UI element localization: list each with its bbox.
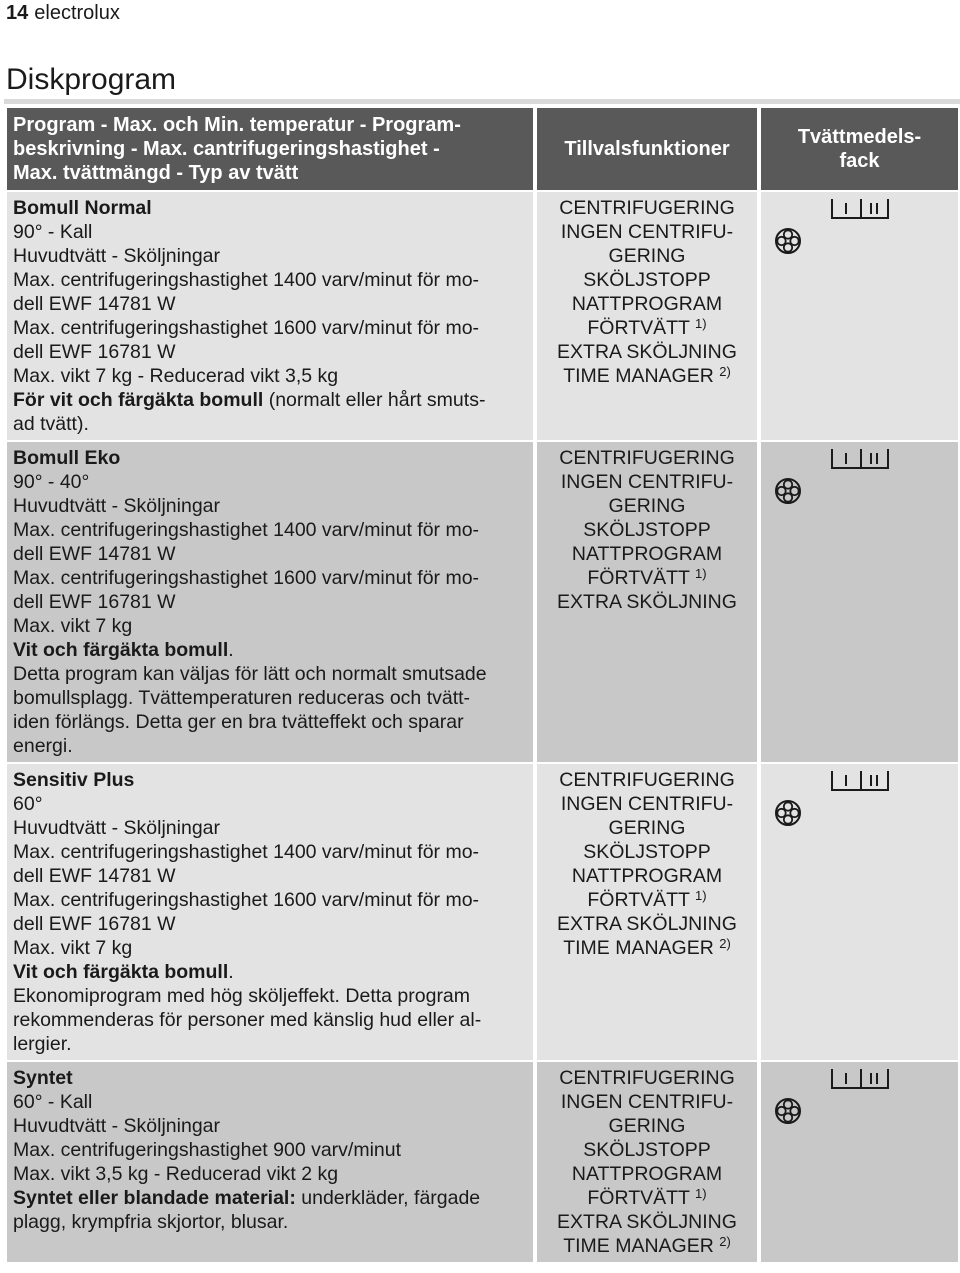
- option-item: EXTRA SKÖLJNING: [557, 1211, 737, 1233]
- footnote-marker: 1): [695, 316, 707, 331]
- option-item: FÖRTVÄTT $^{1)}$: [587, 1186, 707, 1209]
- compartment-i-ii-icon: [828, 196, 892, 222]
- program-detail-line: Max. centrifugeringshastighet 1400 varv/minut för mo-: [13, 269, 480, 291]
- program-note-line: lergier.: [13, 1033, 72, 1055]
- program-note-line: Ekonomiprogram med hög sköljeffekt. Detta program: [13, 985, 471, 1007]
- program-detail-line: Huvudtvätt - Sköljningar: [13, 817, 221, 839]
- program-detail-line: 60° - Kall: [13, 1091, 93, 1113]
- option-item: CENTRIFUGERING: [559, 769, 735, 791]
- program-name: Sensitiv Plus: [13, 769, 135, 791]
- program-detail-line: 90° - Kall: [13, 221, 93, 243]
- fabric-type: Vit och färgäkta bomull: [13, 961, 229, 983]
- program-detail-line: Max. centrifugeringshastighet 1600 varv/minut för mo-: [13, 317, 480, 339]
- option-item: EXTRA SKÖLJNING: [557, 913, 737, 935]
- option-item: FÖRTVÄTT $^{1)}$: [587, 888, 707, 911]
- option-item: SKÖLJSTOPP: [583, 519, 711, 541]
- option-item: NATTPROGRAM: [571, 293, 723, 315]
- title-rule: [4, 99, 960, 104]
- footnote-marker: 1): [695, 1186, 707, 1201]
- detergent-compartment-icons: [761, 190, 958, 440]
- program-detail-line: Max. vikt 7 kg: [13, 937, 133, 959]
- option-item: TIME MANAGER $^{2)}$: [563, 936, 731, 959]
- program-detail-line: Huvudtvätt - Sköljningar: [13, 495, 221, 517]
- program-note-line: iden förlängs. Detta ger en bra tvätteffekt och sparar: [13, 711, 464, 733]
- detergent-compartment-icons: [761, 1060, 958, 1262]
- fabric-type-line: [13, 1186, 527, 1210]
- option-item: GERING: [608, 495, 686, 517]
- option-item: SKÖLJSTOPP: [583, 841, 711, 863]
- option-item: FÖRTVÄTT $^{1)}$: [587, 316, 707, 339]
- section-title: Diskprogram: [6, 63, 177, 96]
- compartment-i-ii-icon: [828, 446, 892, 472]
- option-item: INGEN CENTRIFU-: [560, 793, 734, 815]
- header-detergent-compartment: Tvättmedels- fack: [761, 108, 958, 190]
- option-item: EXTRA SKÖLJNING: [557, 591, 737, 613]
- program-name: Bomull Normal: [13, 197, 152, 219]
- fabric-type-line: [13, 388, 527, 412]
- footnote-marker: 2): [719, 936, 731, 951]
- option-item: INGEN CENTRIFU-: [560, 471, 734, 493]
- program-description: [7, 762, 533, 1060]
- program-detail-line: Max. centrifugeringshastighet 1600 varv/minut för mo-: [13, 889, 480, 911]
- fabric-type: Vit och färgäkta bomull: [13, 639, 229, 661]
- option-item: CENTRIFUGERING: [559, 197, 735, 219]
- fabric-type-note: .: [228, 639, 234, 661]
- program-detail-line: Max. centrifugeringshastighet 1400 varv/minut för mo-: [13, 841, 480, 863]
- program-description: [7, 190, 533, 440]
- program-note-line: energi.: [13, 735, 73, 757]
- program-name: Bomull Eko: [13, 447, 121, 469]
- fabric-type-line: [13, 638, 527, 662]
- page-header: [6, 0, 120, 26]
- fabric-type-note: underkläder, färgade: [295, 1187, 481, 1209]
- option-item: GERING: [608, 1115, 686, 1137]
- footnote-marker: 2): [719, 364, 731, 379]
- footnote-marker: 2): [719, 1234, 731, 1249]
- program-options: [537, 1060, 757, 1262]
- table-row: [7, 190, 958, 440]
- program-detail-line: Max. vikt 7 kg: [13, 615, 133, 637]
- fabric-softener-flower-icon: [773, 226, 803, 256]
- fabric-type-note: .: [228, 961, 234, 983]
- program-detail-line: 90° - 40°: [13, 471, 90, 493]
- option-item: TIME MANAGER $^{2)}$: [563, 1234, 731, 1257]
- detergent-compartment-icons: [761, 762, 958, 1060]
- program-detail-line: Max. vikt 7 kg - Reducerad vikt 3,5 kg: [13, 365, 339, 387]
- program-detail-line: Max. centrifugeringshastighet 1400 varv/minut för mo-: [13, 519, 480, 541]
- program-detail-line: dell EWF 14781 W: [13, 543, 176, 565]
- program-detail-line: 60°: [13, 793, 43, 815]
- detergent-compartment-icons: [761, 440, 958, 762]
- program-note-line: ad tvätt).: [13, 413, 89, 435]
- option-item: NATTPROGRAM: [571, 865, 723, 887]
- program-options: [537, 190, 757, 440]
- compartment-i-ii-icon: [828, 768, 892, 794]
- page-number: 14: [6, 2, 29, 24]
- header-options: Tillvalsfunktioner: [537, 108, 757, 190]
- option-item: EXTRA SKÖLJNING: [557, 341, 737, 363]
- option-item: INGEN CENTRIFU-: [560, 1091, 734, 1113]
- program-note-line: rekommenderas för personer med känslig hud eller al-: [13, 1009, 482, 1031]
- compartment-i-ii-icon: [828, 1066, 892, 1092]
- program-detail-line: Huvudtvätt - Sköljningar: [13, 245, 221, 267]
- program-detail-line: dell EWF 16781 W: [13, 591, 176, 613]
- program-detail-line: dell EWF 14781 W: [13, 865, 176, 887]
- fabric-type-note: (normalt eller hårt smuts-: [263, 389, 486, 411]
- program-detail-line: Max. vikt 3,5 kg - Reducerad vikt 2 kg: [13, 1163, 339, 1185]
- program-detail-line: Huvudtvätt - Sköljningar: [13, 1115, 221, 1137]
- footnote-marker: 1): [695, 888, 707, 903]
- fabric-type: För vit och färgäkta bomull: [13, 389, 264, 411]
- fabric-softener-flower-icon: [773, 1096, 803, 1126]
- option-item: NATTPROGRAM: [571, 543, 723, 565]
- option-item: SKÖLJSTOPP: [583, 269, 711, 291]
- program-description: [7, 440, 533, 762]
- program-options: [537, 762, 757, 1060]
- option-item: SKÖLJSTOPP: [583, 1139, 711, 1161]
- option-item: TIME MANAGER $^{2)}$: [563, 364, 731, 387]
- program-description: [7, 1060, 533, 1262]
- option-item: CENTRIFUGERING: [559, 1067, 735, 1089]
- table-row: [7, 1060, 958, 1262]
- fabric-type-line: [13, 960, 527, 984]
- program-options: [537, 440, 757, 762]
- option-item: INGEN CENTRIFU-: [560, 221, 734, 243]
- fabric-softener-flower-icon: [773, 476, 803, 506]
- program-name: Syntet: [13, 1067, 73, 1089]
- program-note-line: Detta program kan väljas för lätt och normalt smutsade: [13, 663, 487, 685]
- program-table: [3, 108, 960, 1262]
- option-item: FÖRTVÄTT $^{1)}$: [587, 566, 707, 589]
- program-detail-line: dell EWF 14781 W: [13, 293, 176, 315]
- header-program-description: Program - Max. och Min. temperatur - Program- beskrivning - Max. cantrifugeringshastighet - Max. tvättmängd - Typ av tvätt: [7, 108, 533, 190]
- program-detail-line: Max. centrifugeringshastighet 1600 varv/minut för mo-: [13, 567, 480, 589]
- footnote-marker: 1): [695, 566, 707, 581]
- table-row: [7, 762, 958, 1060]
- program-note-line: bomullsplagg. Tvättemperaturen reduceras och tvätt-: [13, 687, 471, 709]
- brand-name: electrolux: [34, 2, 120, 24]
- fabric-type: Syntet eller blandade material:: [13, 1187, 296, 1209]
- table-header-row: [7, 108, 958, 190]
- option-item: GERING: [608, 245, 686, 267]
- option-item: CENTRIFUGERING: [559, 447, 735, 469]
- program-note-line: plagg, krympfria skjortor, blusar.: [13, 1211, 289, 1233]
- table-row: [7, 440, 958, 762]
- program-detail-line: Max. centrifugeringshastighet 900 varv/minut: [13, 1139, 402, 1161]
- option-item: NATTPROGRAM: [571, 1163, 723, 1185]
- program-detail-line: dell EWF 16781 W: [13, 341, 176, 363]
- option-item: GERING: [608, 817, 686, 839]
- program-detail-line: dell EWF 16781 W: [13, 913, 176, 935]
- fabric-softener-flower-icon: [773, 798, 803, 828]
